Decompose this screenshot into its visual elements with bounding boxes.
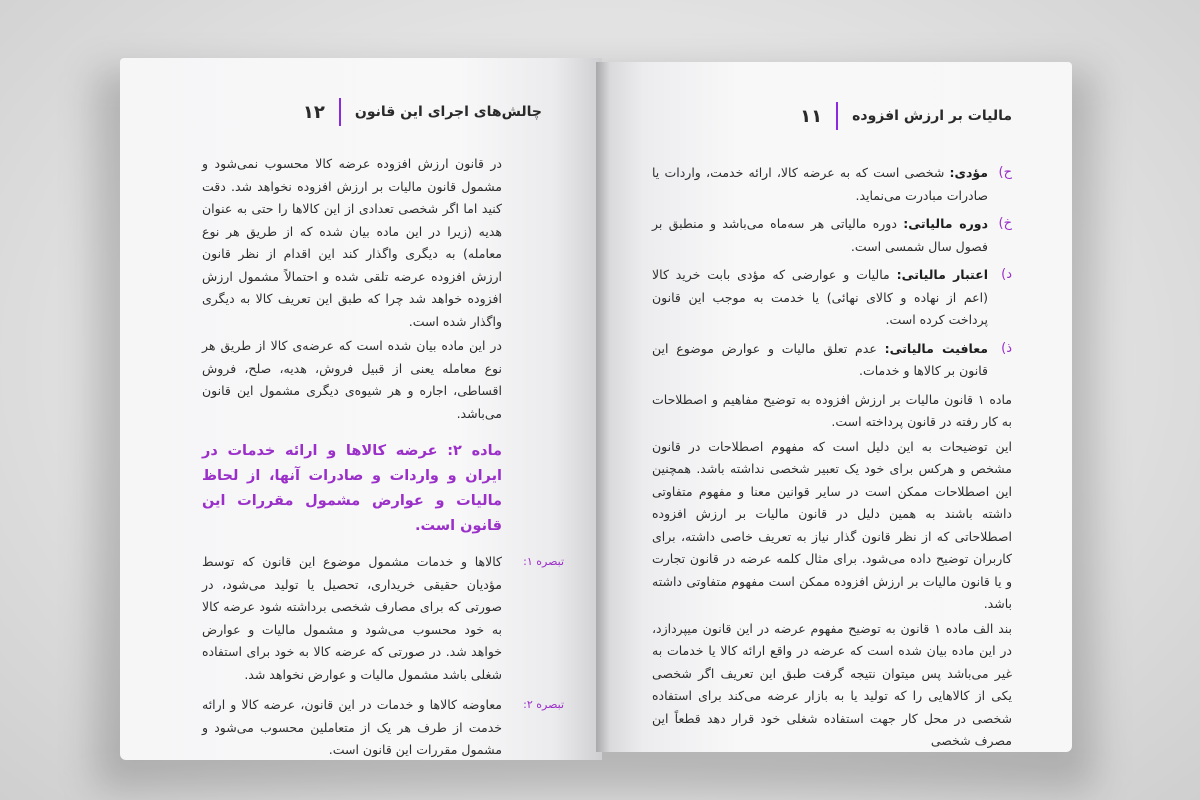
definition-3-text: مالیات و عوارضی که مؤدی بابت خرید کالا (اعم از نهاده و کالای نهائی) یا خدمت به موجب این قانون پرداخت کرده است. [652, 267, 988, 327]
left-paragraph-2: در این ماده بیان شده است که عرضه‌ی کالا از طریق هر نوع معامله یعنی از قبیل فروش، هدیه، صلح، فروش اقساطی، اجاره و هر شیوه‌ی دیگری مشمول این قانون می‌باشد. [202, 338, 502, 421]
note-2 [202, 694, 564, 760]
definition-3-body [652, 264, 988, 332]
right-paragraph-1: ماده ۱ قانون مالیات بر ارزش افزوده به توضیح مفاهیم و اصطلاحات به کار رفته در قانون پرداخته است. [652, 391, 1013, 429]
left-page [120, 58, 602, 760]
left-header-title: چالش‌های اجرای این قانون [354, 104, 542, 120]
definition-2-body [652, 213, 988, 258]
definition-1-text: شخصی است که به عرضه کالا، ارائه خدمت، واردات یا صادرات مبادرت می‌نماید. [652, 165, 988, 203]
note-1-tag: تبصره ۱: [523, 555, 564, 568]
definition-2-text: دوره مالیاتی هر سه‌ماه می‌باشد و منطبق بر فصول سال شمسی است. [652, 216, 988, 254]
definition-4-body [652, 338, 988, 383]
article-heading [202, 439, 502, 539]
definition-3 [652, 264, 1012, 332]
book-gutter-shadow [596, 62, 610, 752]
definition-4-term: معافیت مالیاتی: [884, 340, 988, 356]
right-paragraph-3: بند الف ماده ۱ قانون به توضیح مفهوم عرضه در این قانون میپردازد، در این ماده بیان شده است که عرضه در واقع ارائه کالا یا خدمات به غیر می‌باشد پس میتوان نتیجه گرفت طبق این تعریف اگر شخصی یکی از کالاهایی را که تولید یا به بازار عرضه می‌کند برای استفاده شخصی در محل کار جهت استفاده شغلی خود قرار دهد قطعاً این مصرف شخصی [652, 620, 1013, 748]
left-page-content [202, 153, 564, 760]
definition-1 [652, 162, 1012, 207]
definition-4 [652, 338, 1012, 383]
definition-4-text: عدم تعلق مالیات و عوارض موضوع این قانون بر کالاها و خدمات. [652, 340, 988, 378]
right-page [596, 62, 1072, 752]
header-divider [836, 102, 838, 130]
article-label: ماده ۲: [447, 443, 502, 459]
definition-3-term: اعتبار مالیاتی: [896, 267, 988, 282]
article-text: عرضه کالاها و ارائه خدمات در ایران و واردات و صادرات آنها، از لحاظ مالیات و عوارض مشمول مقررات این قانون است. [202, 443, 502, 534]
definition-1-body [652, 162, 988, 207]
definition-2 [652, 213, 1012, 258]
note-2-text: معاوضه کالاها و خدمات در این قانون، عرضه کالا و ارائه خدمت از طرف هر یک از متعاملین محسوب می‌شود و مشمول مقررات این قانون است. [202, 697, 502, 757]
right-page-header [800, 102, 1012, 130]
definition-3-letter: د) [1001, 267, 1012, 282]
right-header-title: مالیات بر ارزش افزوده [852, 108, 1012, 124]
left-paragraph-1: در قانون ارزش افزوده عرضه کالا محسوب نمی‌شود و مشمول قانون مالیات بر ارزش افزوده نخواهد شد. دقت کنید اما اگر شخصی تعدادی از این کالاها را حتی به عنوان هدیه (زیرا در این ماده بیان شده که از طریق هر نوع معامله) به دیگری واگذار کند این اقدام از نظر قانون ارزش افزوده عرضه تلقی شده و احتمالاً مشمول ارزش افزوده خواهد شد چرا که طبق این تعریف کالا به دیگری واگذار شده است. [202, 156, 502, 329]
left-page-number: ۱۲ [302, 101, 325, 123]
right-page-content [652, 162, 1012, 752]
right-page-number: ۱۱ [800, 105, 823, 127]
header-divider [339, 98, 341, 126]
note-1 [202, 551, 564, 686]
definition-1-letter: ح) [998, 165, 1012, 180]
note-1-text: کالاها و خدمات مشمول موضوع این قانون که توسط مؤدیان حقیقی خریداری، تحصیل یا تولید می‌شود، در صورتی که برای مصارف شخصی برداشته شود عرضه کالا به خود محسوب می‌شود و مشمول مالیات و عوارض خواهد شد. در صورتی که عرضه کالا به خود برای استفاده شغلی باشد مشمول مالیات و عوارض نخواهد شد. [202, 554, 502, 682]
note-2-tag: تبصره ۲: [523, 698, 564, 711]
definition-1-term: مؤدی: [949, 165, 988, 180]
left-page-header [303, 98, 542, 126]
definition-2-letter: خ) [998, 216, 1012, 231]
definition-4-letter: ذ) [1001, 340, 1012, 356]
right-paragraph-2: این توضیحات به این دلیل است که مفهوم اصطلاحات در قانون مشخص و هرکس برای خود یک تعبیر شخصی نداشته باشد. همچنین این اصطلاحات ممکن است در سایر قوانین معنا و مفهوم متفاوتی داشته باشند به همین دلیل در قانون مالیات بر ارزش افزوده اصطلاحاتی که از نظر قانون گذار نیاز به تعریف خاصی داشته، برای کاربران توضیح داده می‌شود. برای مثال کلمه عرضه در قانون تجارت و یا قانون مالیات بر ارزش افزوده ممکن است مفهوم متفاوتی داشته باشد. [652, 438, 1012, 611]
definition-2-term: دوره مالیاتی: [903, 216, 988, 231]
